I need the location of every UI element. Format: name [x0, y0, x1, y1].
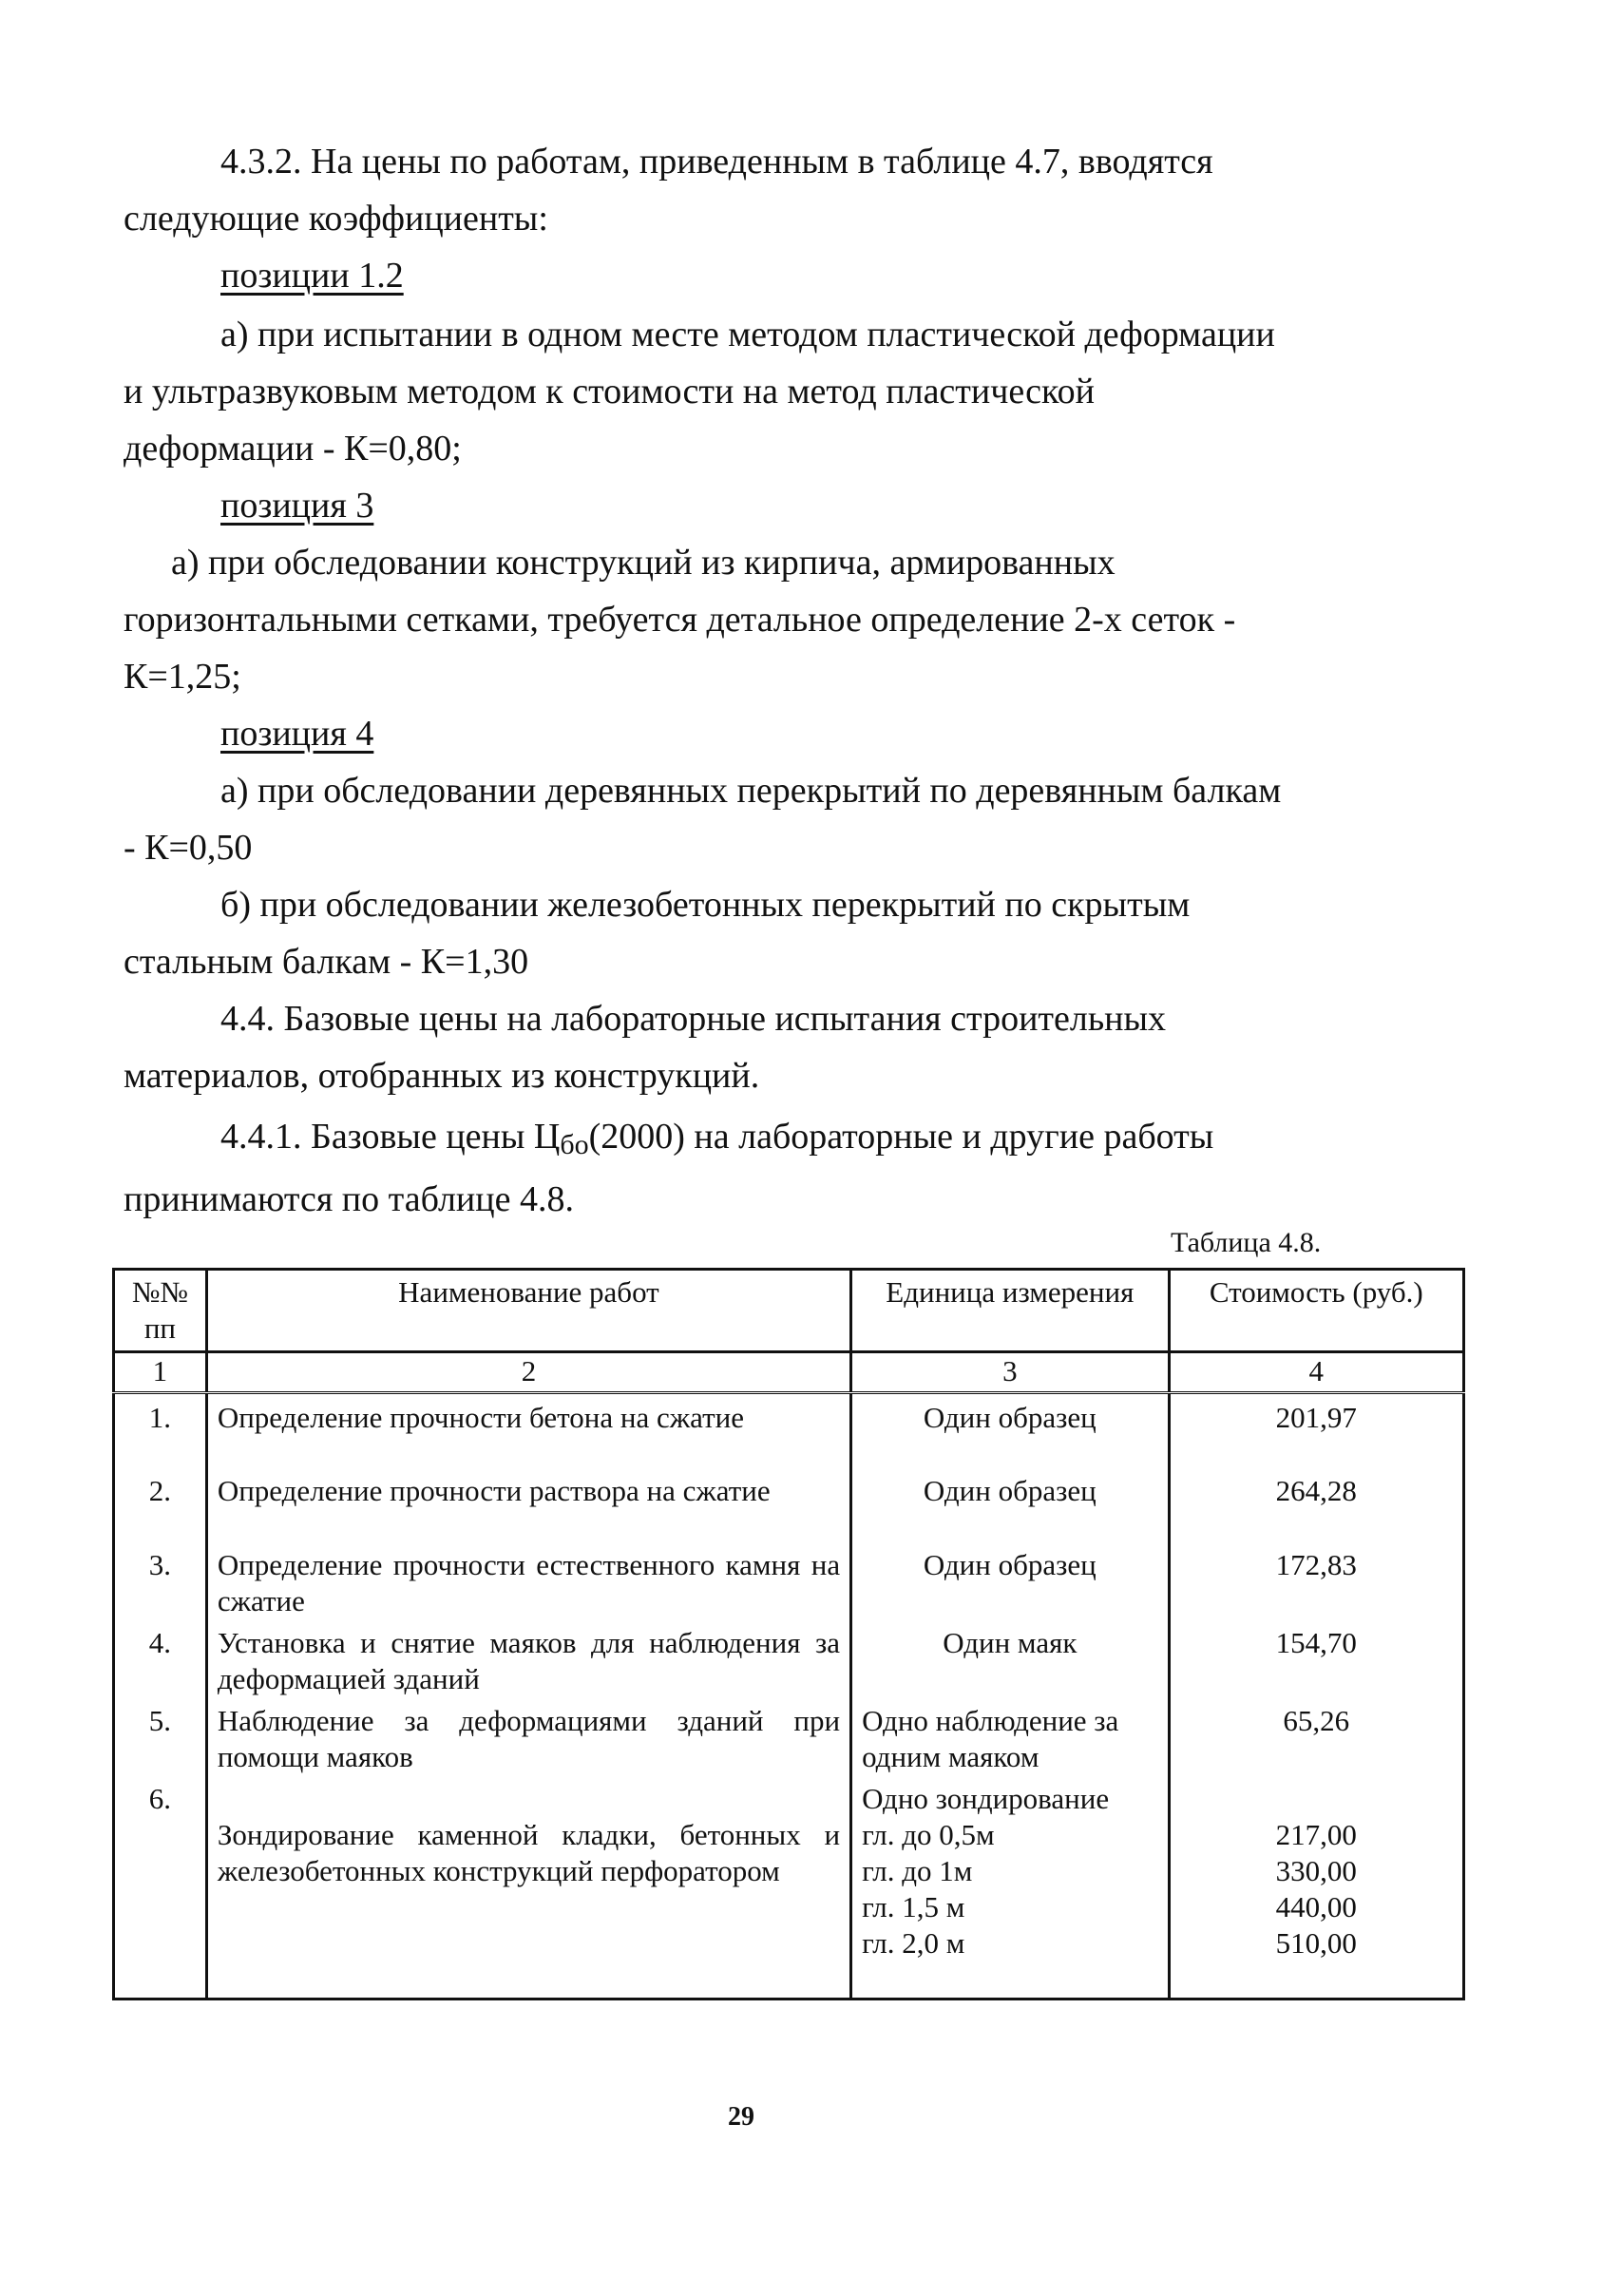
- section-4-4-line2: материалов, отобранных из конструкций.: [124, 1056, 760, 1096]
- column-number-row: [114, 1352, 1464, 1393]
- coef-a3-line1: а) при обследовании конструкций из кирпича, армированных: [171, 543, 1116, 583]
- row-cost-depth: 440,00: [1275, 1889, 1357, 1923]
- coef-a3-line2: горизонтальными сетками, требуется детальное определение 2-х сеток -: [124, 600, 1236, 640]
- row-number: 1.: [114, 1393, 207, 1467]
- row-cost: 172,83: [1169, 1541, 1463, 1619]
- section-4-4-1-line2: принимаются по таблице 4.8.: [124, 1179, 574, 1219]
- row-cost: [1169, 1775, 1463, 1999]
- row-unit-depth: гл. 1,5 м: [862, 1889, 965, 1923]
- section-4-4-1-line1: [220, 1108, 1213, 1174]
- row-number: 5.: [114, 1697, 207, 1775]
- column-number: 3: [851, 1352, 1169, 1393]
- paragraph-4-3-2-line1: 4.3.2. На цены по работам, приведенным в таблице 4.7, вводятся: [220, 142, 1213, 182]
- coef-a3-line3: К=1,25;: [124, 657, 241, 697]
- row-cost: 154,70: [1169, 1619, 1463, 1697]
- heading-position-4: позиция 4: [220, 714, 374, 754]
- coef-b4-line1: б) при обследовании железобетонных перекрытий по скрытым: [220, 885, 1191, 925]
- section-4-4-1-suffix: на лабораторные и другие работы: [684, 1117, 1214, 1157]
- header-work-name: Наименование работ: [206, 1270, 850, 1352]
- table-row: [114, 1467, 1464, 1541]
- price-table-4-8: [112, 1268, 1465, 2000]
- row-work-name: Установка и снятие маяков для наблюдения за деформацией зданий: [206, 1619, 850, 1697]
- row-cost-depth: 217,00: [1275, 1817, 1357, 1851]
- table-row: [114, 1393, 1464, 1467]
- row-unit: Одно наблюдение за одним маяком: [851, 1697, 1169, 1775]
- price-year: (2000): [588, 1117, 685, 1157]
- row-unit-depth: гл. 2,0 м: [862, 1925, 965, 1960]
- row-unit: Один маяк: [851, 1619, 1169, 1697]
- row-number: 2.: [114, 1467, 207, 1541]
- row-unit-depth: гл. до 0,5м: [862, 1817, 995, 1851]
- table-row: [114, 1541, 1464, 1619]
- header-cost: Стоимость (руб.): [1169, 1270, 1463, 1352]
- heading-position-3: позиция 3: [220, 486, 374, 526]
- column-number: 2: [206, 1352, 850, 1393]
- coef-a4-line1: а) при обследовании деревянных перекрытий по деревянным балкам: [220, 771, 1282, 811]
- row-number: 6.: [114, 1775, 207, 1999]
- table-row: [114, 1619, 1464, 1697]
- section-4-4-line1: 4.4. Базовые цены на лабораторные испытания строительных: [220, 999, 1167, 1039]
- coef-a1-line1: а) при испытании в одном месте методом пластической деформации: [220, 315, 1275, 354]
- coef-a1-line3: деформации - К=0,80;: [124, 429, 462, 469]
- paragraph-4-3-2-line2: следующие коэффициенты:: [124, 199, 548, 239]
- column-number: 4: [1169, 1352, 1463, 1393]
- table-row: [114, 1775, 1464, 1999]
- row-unit: Один образец: [851, 1467, 1169, 1541]
- row-work-name: Определение прочности раствора на сжатие: [206, 1467, 850, 1541]
- row-work-name: Наблюдение за деформациями зданий при помощи маяков: [206, 1697, 850, 1775]
- row-work-name: [206, 1775, 850, 1999]
- section-4-4-1-prefix: 4.4.1. Базовые цены Ц: [220, 1117, 561, 1157]
- row-cost-depth: 330,00: [1275, 1853, 1357, 1887]
- row-number: 3.: [114, 1541, 207, 1619]
- row-unit: [851, 1775, 1169, 1999]
- row-unit-title: Одно зондирование: [862, 1781, 1110, 1815]
- row-work-name: Определение прочности естественного камня на сжатие: [206, 1541, 850, 1619]
- header-number: №№ пп: [114, 1270, 207, 1352]
- row-number: 4.: [114, 1619, 207, 1697]
- coef-b4-line2: стальным балкам - К=1,30: [124, 942, 529, 982]
- row-work-name-text: Зондирование каменной кладки, бетонных и железобетонных конструкций перфоратором: [217, 1817, 841, 1887]
- table-caption: Таблица 4.8.: [1171, 1227, 1322, 1258]
- row-cost: 65,26: [1169, 1697, 1463, 1775]
- price-symbol-subscript: бо: [560, 1129, 589, 1160]
- table-row: [114, 1697, 1464, 1775]
- header-unit: Единица измерения: [851, 1270, 1169, 1352]
- table-header-row: [114, 1270, 1464, 1352]
- column-number: 1: [114, 1352, 207, 1393]
- row-cost: 201,97: [1169, 1393, 1463, 1467]
- row-unit-depth: гл. до 1м: [862, 1853, 973, 1887]
- row-cost-depth: 510,00: [1275, 1925, 1357, 1960]
- row-work-name: Определение прочности бетона на сжатие: [206, 1393, 850, 1467]
- coef-a1-line2: и ультразвуковым методом к стоимости на метод пластической: [124, 372, 1095, 411]
- row-cost: 264,28: [1169, 1467, 1463, 1541]
- row-unit: Один образец: [851, 1541, 1169, 1619]
- page-number: 29: [728, 2102, 754, 2132]
- heading-position-1-2: позиции 1.2: [220, 256, 404, 296]
- coef-a4-line2: - К=0,50: [124, 828, 253, 868]
- row-unit: Один образец: [851, 1393, 1169, 1467]
